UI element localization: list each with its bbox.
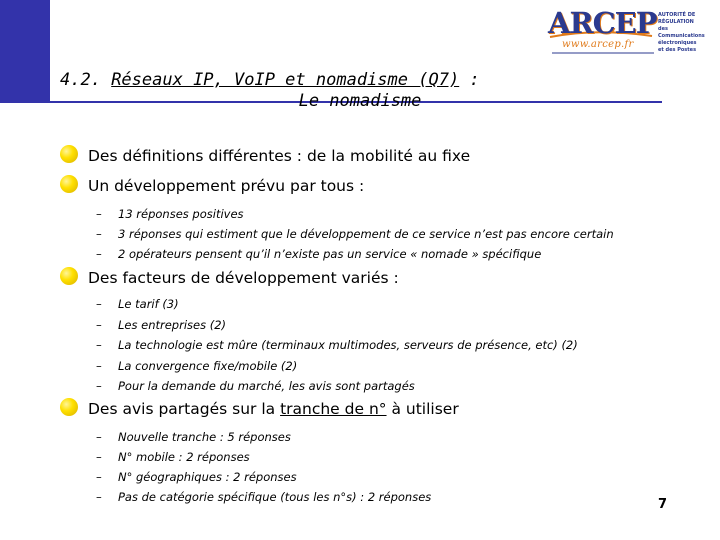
dash-icon: – — [96, 338, 102, 352]
section-heading-prefix: Des avis partagés sur la — [88, 400, 281, 418]
sub-item — [96, 247, 541, 261]
title-subtitle: Le nomadisme — [298, 91, 422, 111]
sub-item — [96, 379, 415, 393]
sub-item — [96, 338, 578, 352]
dash-icon: – — [96, 359, 102, 373]
dash-icon: – — [96, 430, 102, 444]
section-heading: Des définitions différentes : de la mobilité au fixe — [88, 147, 471, 165]
sub-item — [96, 227, 614, 241]
section-heading-underlined: tranche de n° — [280, 400, 387, 418]
sub-item-text: Nouvelle tranche : 5 réponses — [118, 430, 291, 444]
section-heading-suffix: à utiliser — [386, 400, 459, 418]
dash-icon: – — [96, 470, 102, 484]
sub-item — [96, 297, 179, 311]
sub-item-text: La convergence fixe/mobile (2) — [118, 359, 298, 373]
dash-icon: – — [96, 318, 102, 332]
title-prefix: 4.2. — [60, 70, 112, 90]
logo-caption-line: et des Postes — [658, 47, 697, 53]
sub-item — [96, 318, 226, 332]
logo-caption-line: des Communications électroniques — [658, 26, 705, 46]
sub-item — [96, 207, 244, 221]
sub-item-text: 13 réponses positives — [118, 207, 244, 221]
sub-item — [96, 450, 250, 464]
bullet-icon — [60, 398, 78, 416]
section-heading — [88, 400, 459, 418]
logo-caption-line: AUTORITÉ DE RÉGULATION — [658, 12, 696, 25]
sub-item-text: La technologie est mûre (terminaux multimodes, serveurs de présence, etc) (2) — [118, 338, 578, 352]
sub-item-text: 3 réponses qui estiment que le développement de ce service n’est pas encore certain — [118, 227, 614, 241]
dash-icon: – — [96, 297, 102, 311]
logo-wordmark: ARCEP — [548, 6, 657, 40]
bullet-icon — [60, 145, 78, 163]
left-accent-bar — [0, 0, 50, 103]
bullet-icon — [60, 175, 78, 193]
bullet-icon — [60, 267, 78, 285]
title-underlined: Réseaux IP, VoIP et nomadisme (Q7) — [111, 70, 460, 90]
title-suffix: : — [459, 70, 480, 90]
sub-item-text: Les entreprises (2) — [118, 318, 227, 332]
dash-icon: – — [96, 227, 102, 241]
sub-item — [96, 490, 431, 504]
logo-url: www.arcep.fr — [562, 39, 634, 50]
sub-item-text: Pas de catégorie spécifique (tous les n°s) : 2 réponses — [118, 490, 432, 504]
sub-item-text: N° géographiques : 2 réponses — [118, 470, 297, 484]
logo-caption — [658, 12, 716, 54]
sub-item-text: 2 opérateurs pensent qu’il n’existe pas un service « nomade » spécifique — [118, 247, 542, 261]
section-heading: Des facteurs de développement variés : — [88, 269, 399, 287]
sub-item-text: Le tarif (3) — [118, 297, 179, 311]
arcep-logo — [548, 6, 713, 58]
dash-icon: – — [96, 379, 102, 393]
sub-item — [96, 430, 291, 444]
sub-item-text: Pour la demande du marché, les avis sont partagés — [118, 379, 415, 393]
dash-icon: – — [96, 490, 102, 504]
dash-icon: – — [96, 247, 102, 261]
slide-title — [60, 70, 620, 112]
sub-item-text: N° mobile : 2 réponses — [118, 450, 250, 464]
page-number: 7 — [658, 497, 668, 512]
section-heading: Un développement prévu par tous : — [88, 177, 365, 195]
sub-item — [96, 470, 297, 484]
sub-item — [96, 359, 297, 373]
dash-icon: – — [96, 207, 102, 221]
dash-icon: – — [96, 450, 102, 464]
